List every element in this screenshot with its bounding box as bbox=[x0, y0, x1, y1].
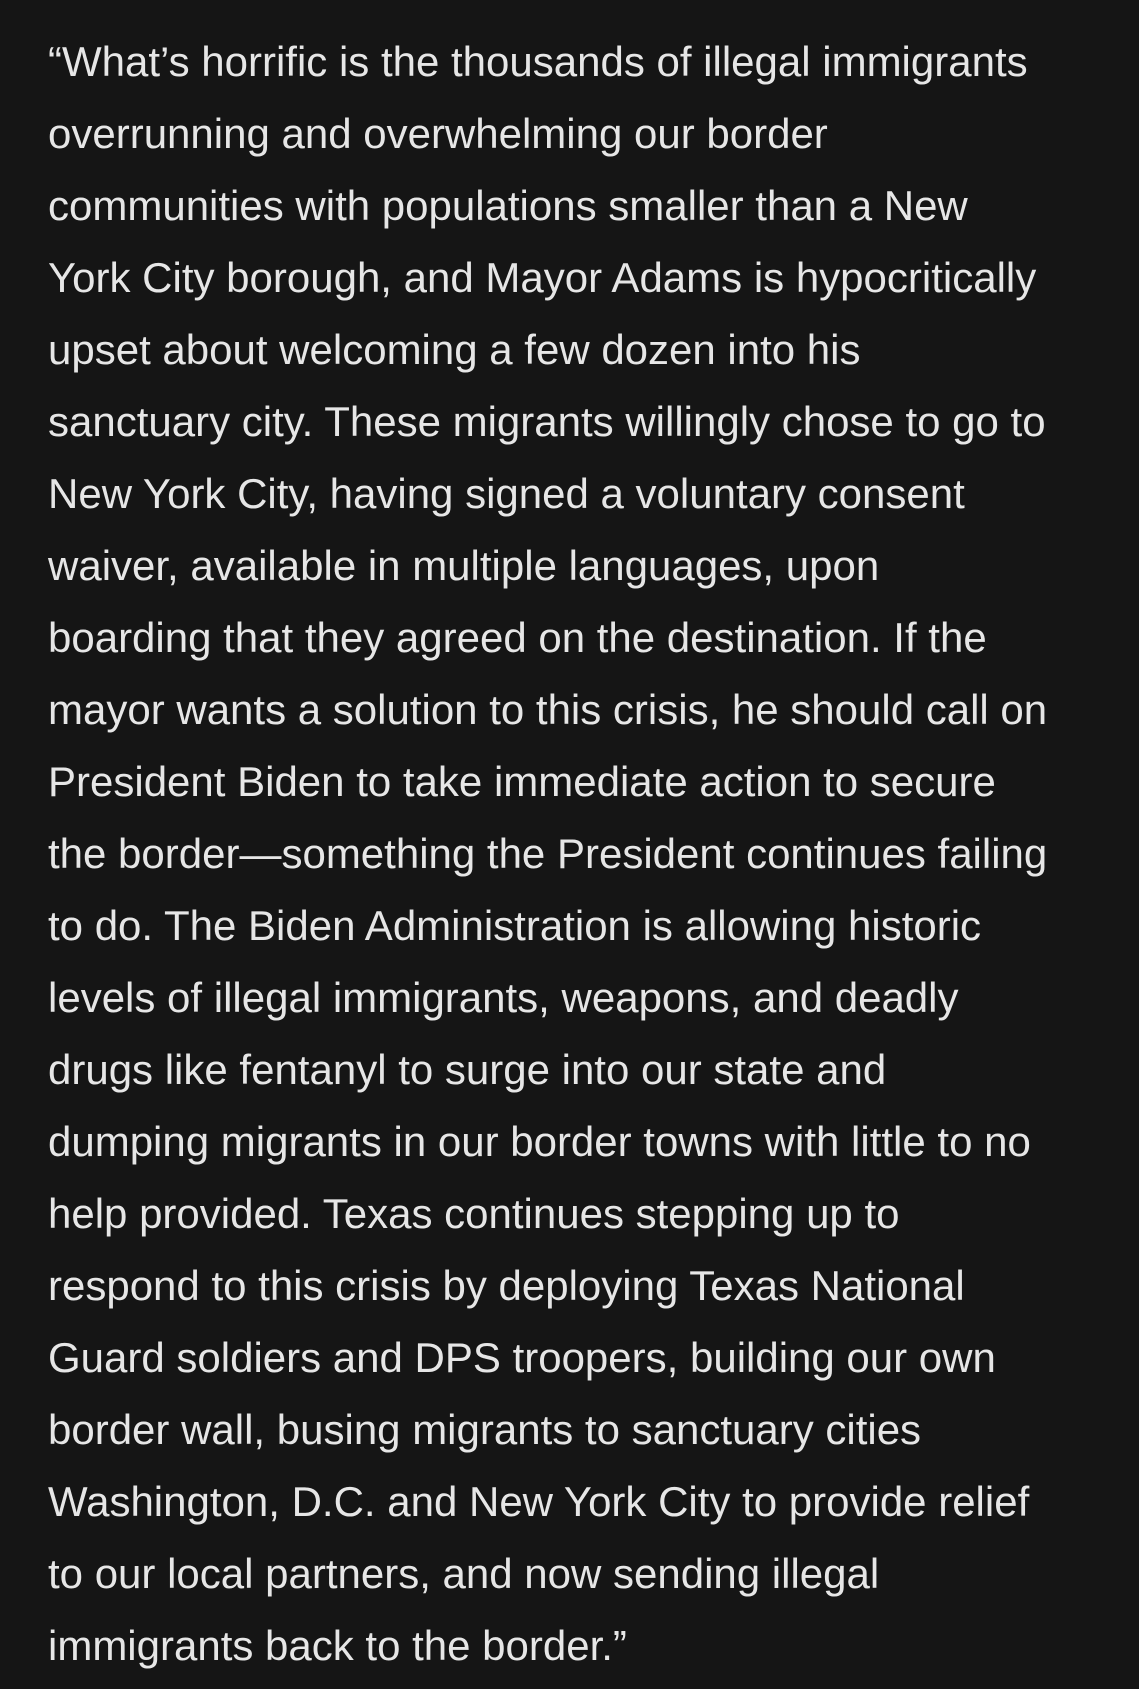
quote-line: immigrants back to the border.” bbox=[48, 1622, 627, 1669]
quote-line: border wall, busing migrants to sanctuary cities bbox=[48, 1406, 922, 1453]
quote-line: waiver, available in multiple languages, upon bbox=[48, 542, 880, 589]
quote-line: mayor wants a solution to this crisis, he should call on bbox=[48, 686, 1048, 733]
quote-line: boarding that they agreed on the destination. If the bbox=[48, 614, 987, 661]
quote-line: Guard soldiers and DPS troopers, building our own bbox=[48, 1334, 996, 1381]
quote-line: to do. The Biden Administration is allowing historic bbox=[48, 902, 982, 949]
quote-line: sanctuary city. These migrants willingly chose to go to bbox=[48, 398, 1046, 445]
quote-line: “What’s horrific is the thousands of illegal immigrants bbox=[48, 38, 1028, 85]
quote-line: New York City, having signed a voluntary consent bbox=[48, 470, 965, 517]
quote-line: levels of illegal immigrants, weapons, and deadly bbox=[48, 974, 959, 1021]
quote-line: communities with populations smaller than a New bbox=[48, 182, 968, 229]
quote-line: respond to this crisis by deploying Texas National bbox=[48, 1262, 965, 1309]
quote-line: the border—something the President continues failing bbox=[48, 830, 1048, 877]
quote-line: drugs like fentanyl to surge into our state and bbox=[48, 1046, 887, 1093]
quote-line: upset about welcoming a few dozen into his bbox=[48, 326, 861, 373]
quote-line: President Biden to take immediate action to secure bbox=[48, 758, 996, 805]
quote-line: York City borough, and Mayor Adams is hypocritically bbox=[48, 254, 1037, 301]
quote-line: Washington, D.C. and New York City to provide relief bbox=[48, 1478, 1030, 1525]
quote-line: overrunning and overwhelming our border bbox=[48, 110, 828, 157]
quote-line: dumping migrants in our border towns with little to no bbox=[48, 1118, 1031, 1165]
quote-line: help provided. Texas continues stepping up to bbox=[48, 1190, 900, 1237]
quote-text-block bbox=[48, 26, 1128, 1682]
quote-line: to our local partners, and now sending illegal bbox=[48, 1550, 880, 1597]
